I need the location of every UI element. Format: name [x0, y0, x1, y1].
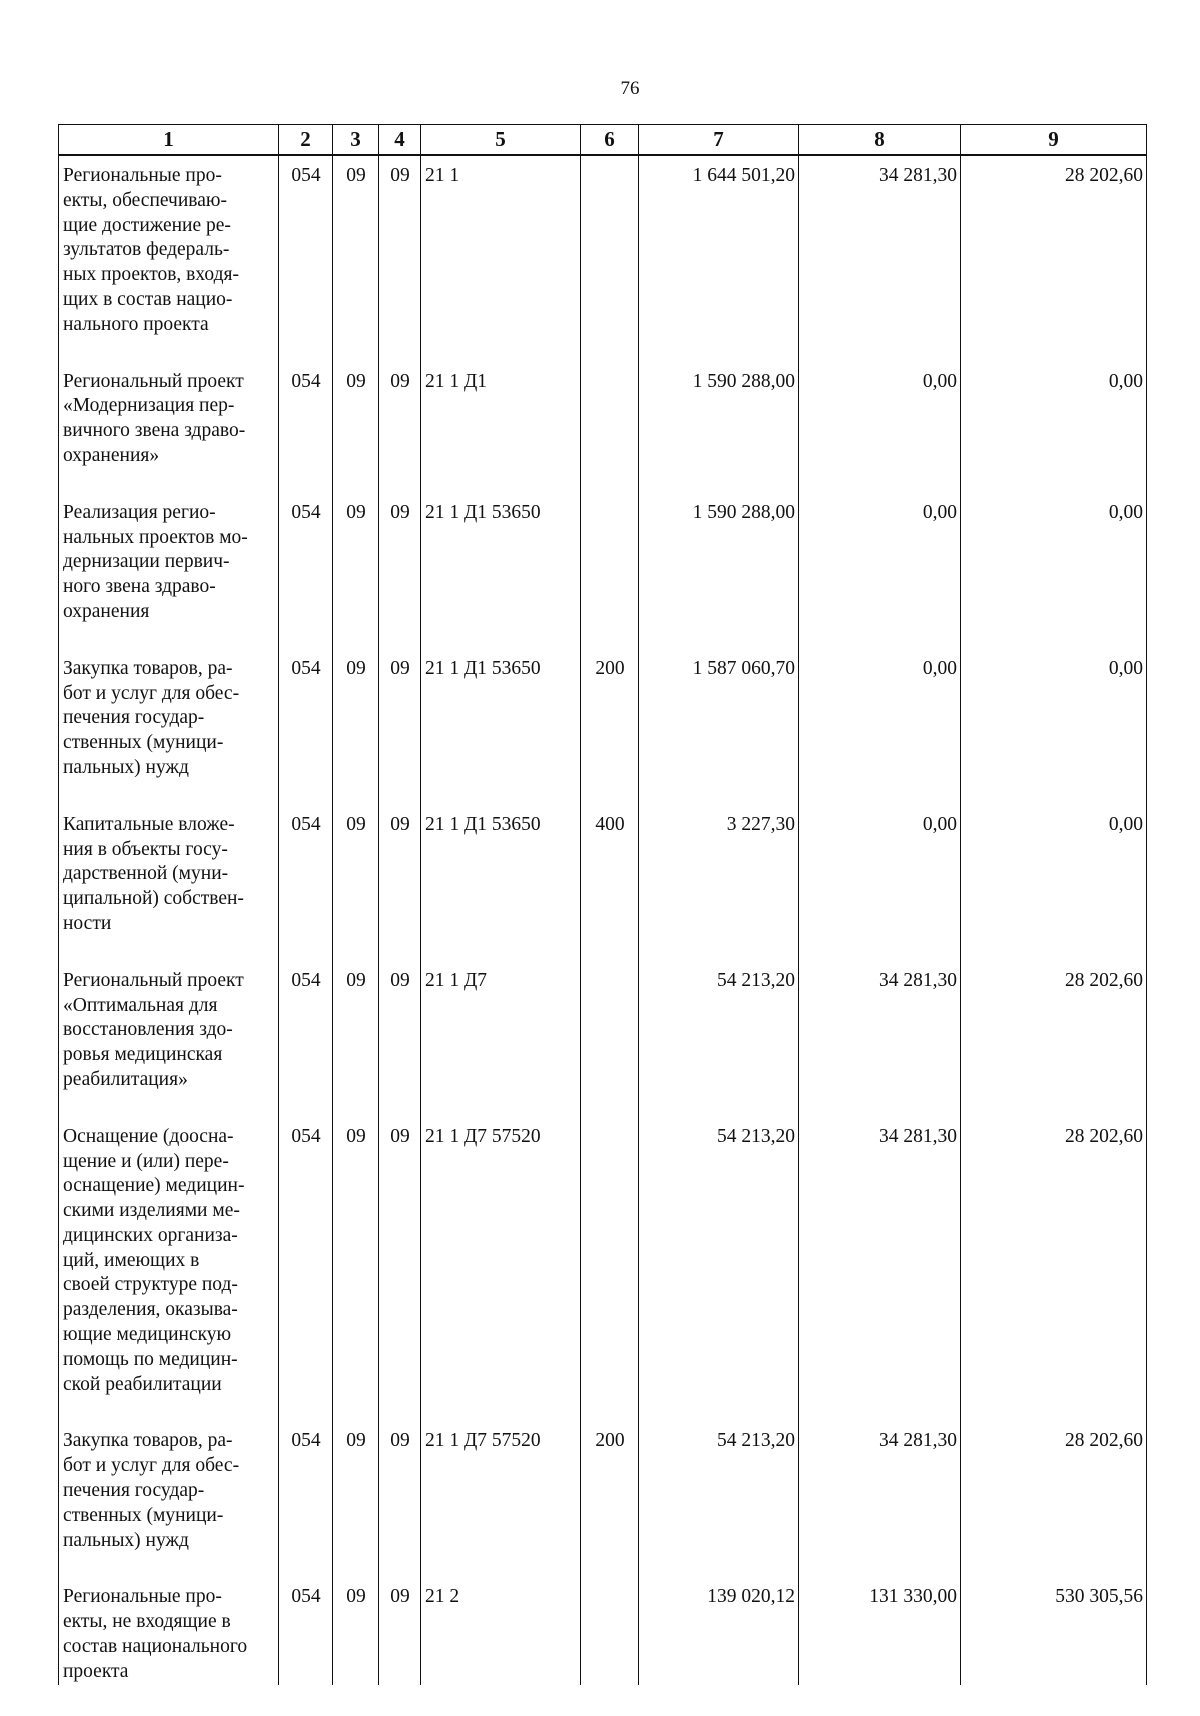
- budget-table: [58, 124, 1147, 1685]
- row-name: Региональный проект «Оптимальная для восстановления здо- ровья медицинская реабилитация»: [59, 961, 279, 1117]
- cell-amount-col8: 34 281,30: [799, 155, 961, 362]
- table-row: [59, 155, 1147, 362]
- row-name: Капитальные вложе- ния в объекты госу- дарственной (муни- ципальной) собствен- ности: [59, 805, 279, 961]
- cell-ministry-code: 054: [279, 1421, 333, 1577]
- cell-amount-col7: 1 587 060,70: [639, 649, 799, 805]
- row-name: Реализация регио- нальных проектов мо- дернизации первич- ного звена здраво- охранения: [59, 493, 279, 649]
- cell-subsection: 09: [379, 1577, 421, 1684]
- cell-target-article: 21 1 Д7 57520: [421, 1421, 581, 1577]
- cell-ministry-code: 054: [279, 1577, 333, 1684]
- cell-section: 09: [333, 805, 379, 961]
- header-col-7: 7: [639, 125, 799, 156]
- cell-amount-col9: 0,00: [961, 493, 1147, 649]
- cell-ministry-code: 054: [279, 155, 333, 362]
- table-row: [59, 961, 1147, 1117]
- cell-amount-col9: 28 202,60: [961, 1421, 1147, 1577]
- cell-amount-col7: 1 590 288,00: [639, 493, 799, 649]
- cell-ministry-code: 054: [279, 805, 333, 961]
- cell-amount-col7: 54 213,20: [639, 961, 799, 1117]
- cell-subsection: 09: [379, 362, 421, 493]
- table-row: [59, 493, 1147, 649]
- cell-section: 09: [333, 362, 379, 493]
- cell-amount-col9: 0,00: [961, 649, 1147, 805]
- cell-target-article: 21 1 Д7: [421, 961, 581, 1117]
- header-row: [59, 125, 1147, 156]
- cell-target-article: 21 1 Д1 53650: [421, 649, 581, 805]
- cell-amount-col9: 28 202,60: [961, 961, 1147, 1117]
- header-col-5: 5: [421, 125, 581, 156]
- table-row: [59, 649, 1147, 805]
- cell-target-article: 21 1 Д1 53650: [421, 493, 581, 649]
- table-row: [59, 362, 1147, 493]
- cell-amount-col8: 34 281,30: [799, 961, 961, 1117]
- row-name: Закупка товаров, ра- бот и услуг для обес- печения государ- ственных (муници- пальных) нужд: [59, 1421, 279, 1577]
- cell-amount-col9: 28 202,60: [961, 155, 1147, 362]
- table-row: [59, 1117, 1147, 1422]
- cell-amount-col9: 530 305,56: [961, 1577, 1147, 1684]
- cell-amount-col8: 0,00: [799, 805, 961, 961]
- page-number: 76: [620, 78, 640, 99]
- cell-section: 09: [333, 1117, 379, 1422]
- row-name: Закупка товаров, ра- бот и услуг для обес- печения государ- ственных (муници- пальных) нужд: [59, 649, 279, 805]
- header-col-2: 2: [279, 125, 333, 156]
- cell-amount-col8: 34 281,30: [799, 1117, 961, 1422]
- header-col-6: 6: [581, 125, 639, 156]
- cell-amount-col7: 54 213,20: [639, 1421, 799, 1577]
- cell-expense-type: 400: [581, 805, 639, 961]
- cell-amount-col8: 0,00: [799, 493, 961, 649]
- cell-expense-type: [581, 1577, 639, 1684]
- header-col-3: 3: [333, 125, 379, 156]
- cell-expense-type: [581, 961, 639, 1117]
- cell-expense-type: 200: [581, 649, 639, 805]
- cell-subsection: 09: [379, 493, 421, 649]
- header-col-9: 9: [961, 125, 1147, 156]
- header-col-4: 4: [379, 125, 421, 156]
- cell-ministry-code: 054: [279, 493, 333, 649]
- table-header: [59, 125, 1147, 156]
- cell-amount-col9: 0,00: [961, 805, 1147, 961]
- cell-target-article: 21 1: [421, 155, 581, 362]
- table-row: [59, 1421, 1147, 1577]
- cell-amount-col7: 54 213,20: [639, 1117, 799, 1422]
- cell-subsection: 09: [379, 649, 421, 805]
- table-row: [59, 805, 1147, 961]
- cell-amount-col8: 0,00: [799, 362, 961, 493]
- header-col-8: 8: [799, 125, 961, 156]
- cell-section: 09: [333, 1577, 379, 1684]
- cell-ministry-code: 054: [279, 649, 333, 805]
- cell-amount-col9: 0,00: [961, 362, 1147, 493]
- cell-subsection: 09: [379, 961, 421, 1117]
- cell-expense-type: 200: [581, 1421, 639, 1577]
- cell-ministry-code: 054: [279, 961, 333, 1117]
- cell-section: 09: [333, 155, 379, 362]
- table-row: [59, 1577, 1147, 1684]
- cell-target-article: 21 1 Д1: [421, 362, 581, 493]
- cell-amount-col9: 28 202,60: [961, 1117, 1147, 1422]
- cell-amount-col8: 34 281,30: [799, 1421, 961, 1577]
- cell-expense-type: [581, 1117, 639, 1422]
- row-name: Региональные про- екты, обеспечиваю- щие достижение ре- зультатов федераль- ных проектов, входя- щих в состав нацио- нального проекта: [59, 155, 279, 362]
- cell-ministry-code: 054: [279, 1117, 333, 1422]
- cell-section: 09: [333, 649, 379, 805]
- cell-subsection: 09: [379, 155, 421, 362]
- cell-amount-col8: 131 330,00: [799, 1577, 961, 1684]
- row-name: Оснащение (доосна- щение и (или) пере- оснащение) медицин- скими изделиями ме- дицинских организа- ций, имеющих в своей структуре под- разделения, оказыва- ющие медицинскую помощь по медицин- ской реабилитации: [59, 1117, 279, 1422]
- cell-expense-type: [581, 493, 639, 649]
- cell-ministry-code: 054: [279, 362, 333, 493]
- cell-amount-col8: 0,00: [799, 649, 961, 805]
- cell-amount-col7: 1 644 501,20: [639, 155, 799, 362]
- cell-expense-type: [581, 362, 639, 493]
- cell-section: 09: [333, 1421, 379, 1577]
- row-name: Региональный проект «Модернизация пер- вичного звена здраво- охранения»: [59, 362, 279, 493]
- cell-amount-col7: 3 227,30: [639, 805, 799, 961]
- cell-target-article: 21 1 Д1 53650: [421, 805, 581, 961]
- header-col-1: 1: [59, 125, 279, 156]
- row-name: Региональные про- екты, не входящие в состав национального проекта: [59, 1577, 279, 1684]
- cell-expense-type: [581, 155, 639, 362]
- cell-amount-col7: 1 590 288,00: [639, 362, 799, 493]
- cell-target-article: 21 2: [421, 1577, 581, 1684]
- cell-subsection: 09: [379, 805, 421, 961]
- cell-section: 09: [333, 493, 379, 649]
- cell-target-article: 21 1 Д7 57520: [421, 1117, 581, 1422]
- cell-section: 09: [333, 961, 379, 1117]
- table-body: [59, 155, 1147, 1685]
- cell-subsection: 09: [379, 1117, 421, 1422]
- cell-subsection: 09: [379, 1421, 421, 1577]
- cell-amount-col7: 139 020,12: [639, 1577, 799, 1684]
